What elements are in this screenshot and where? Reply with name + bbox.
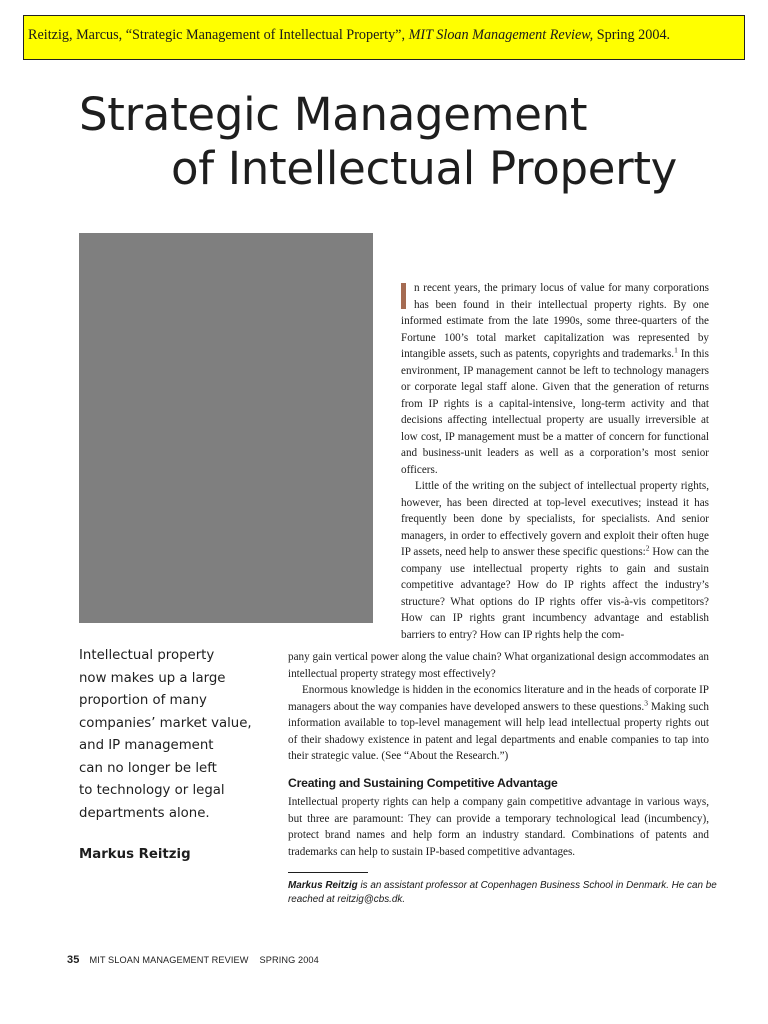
page-footer <box>67 954 319 966</box>
footnote-ref-1: 1 <box>674 345 678 355</box>
paragraph-3-text-b: Making such information available to top-level management will help lead intellectual property rights out of their shadowy existence in patent and legal departments and enable companies to tap into their strategic value. (See “About the Research.”) <box>288 700 709 762</box>
paragraph-1-text-b: In this environment, IP management cannot be left to technology managers or corporate legal staff alone. Given that the generation of returns from IP rights is a capital-intensive, long-term activity and that decisions affecting intellectual property are usually irreversible at low cost, IP management must be a matter of concern for functional and business-unit leaders as well as a corporation’s most senior officers. <box>401 348 709 476</box>
photo-placeholder <box>79 233 373 623</box>
pull-quote-line: proportion of many <box>79 693 207 708</box>
paragraph-3 <box>288 682 709 765</box>
article-title <box>0 88 768 196</box>
pull-quote-author: Markus Reitzig <box>79 847 191 862</box>
pull-quote-line: Intellectual property <box>79 648 215 663</box>
pull-quote-line: departments alone. <box>79 805 210 821</box>
author-bio <box>288 879 718 906</box>
pull-quote-line: to technology or legal <box>79 783 225 798</box>
paragraph-3-text-a: Enormous knowledge is hidden in the economics literature and in the heads of corporate IP managers about the way companies have developed answers to these questions. <box>288 684 709 713</box>
footnote-ref-3: 3 <box>644 697 648 707</box>
bio-divider <box>288 872 368 873</box>
bio-text: is an assistant professor at Copenhagen Business School in Denmark. He can be reached at reitzig@cbs.dk. <box>288 880 717 905</box>
footnote-ref-2: 2 <box>645 543 650 553</box>
paragraph-2-text-b: How can the company use intellectual property rights to gain and sustain competitive advantage? How do IP rights affect the industry’s structure? What options do IP rights offer vis-à-vis competitors? How can IP rights grant incumbency advantage and establish barriers to entry? How can IP rights help the com- <box>401 546 709 641</box>
paragraph-1-text-a: n recent years, the primary locus of value for many corporations has been found in their intellectual property rights. By one informed estimate from the late 1990s, some three-quarters of the Fortune 100’s total market capitalization was represented by intangible assets, such as patents, copyrights and trademarks. <box>401 282 709 360</box>
pull-quote-line: and IP management <box>79 738 214 753</box>
drop-cap-bar <box>401 283 406 309</box>
pull-quote-line: can no longer be left <box>79 760 217 776</box>
paragraph-1 <box>401 280 709 478</box>
footer-issue: SPRING 2004 <box>259 955 319 965</box>
title-line-1: Strategic Management <box>79 88 588 141</box>
paragraph-2 <box>401 478 709 643</box>
citation-suffix: Spring 2004. <box>593 27 671 43</box>
bio-author-name: Markus Reitzig <box>288 880 358 891</box>
pull-quote <box>79 645 274 867</box>
page-number: 35 <box>67 954 80 966</box>
pull-quote-line: now makes up a large <box>79 670 226 686</box>
paragraph-4: Intellectual property rights can help a company gain competitive advantage in various ways, but three are paramount: They can provide a temporary technological lead (incumbency), protect brand names and help form an industry standard. Combinations of patents and trademarks can help to sustain IP-based competitive advantages. <box>288 796 709 858</box>
title-line-2: of Intellectual Property <box>171 142 677 195</box>
pull-quote-line: companies’ market value, <box>79 715 252 731</box>
paragraph-2-continued: pany gain vertical power along the value chain? What organizational design accommodates an intellectual property strategy most effectively? <box>288 651 709 680</box>
citation-journal: MIT Sloan Management Review, <box>408 27 594 43</box>
citation-banner <box>23 15 745 60</box>
section-heading: Creating and Sustaining Competitive Advantage <box>288 775 558 790</box>
citation-prefix: Reitzig, Marcus, “Strategic Management of Intellectual Property”, <box>28 27 409 43</box>
footer-journal: MIT SLOAN MANAGEMENT REVIEW <box>89 955 249 965</box>
article-column-right <box>401 280 709 643</box>
article-column-wide <box>288 649 709 860</box>
paragraph-2-text-a: Little of the writing on the subject of intellectual property rights, however, has been directed at top-level executives; instead it has frequently been done by specialists, for specialists. And senior managers, in order to effectively govern and exploit their often huge IP assets, need help to answer these specific questions: <box>401 480 709 558</box>
